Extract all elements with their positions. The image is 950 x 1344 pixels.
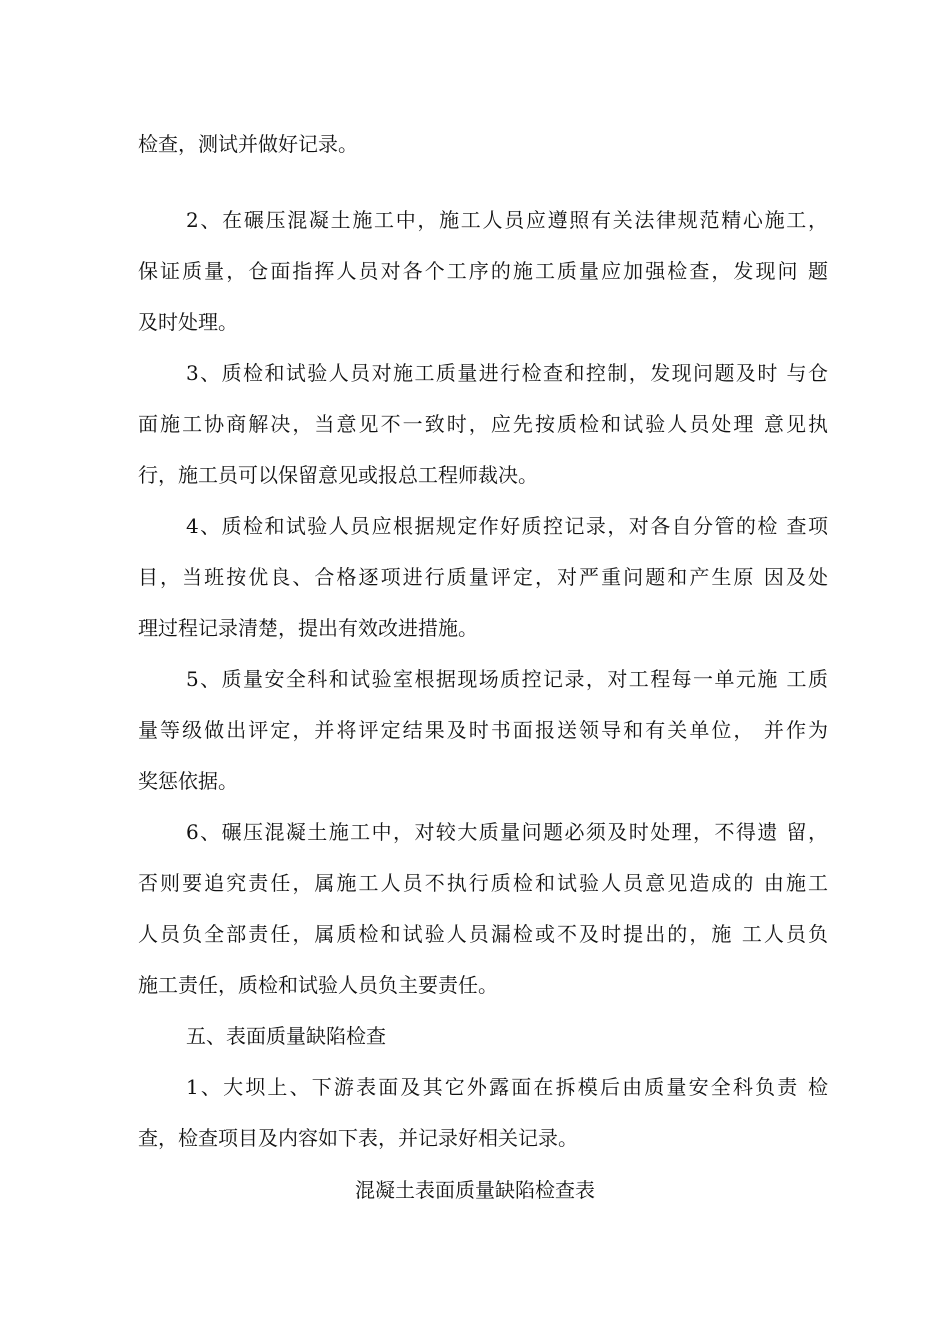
section-heading: 五、表面质量缺陷检查	[186, 1024, 386, 1048]
item-6-line-3: 人员负全部责任，属质检和试验人员漏检或不及时提出的，施 工人员负	[138, 922, 828, 946]
section-item-1-line-1: 1、大坝上、下游表面及其它外露面在拆模后由质量安全科负责 检	[186, 1075, 828, 1099]
item-2-line-2: 保证质量，仓面指挥人员对各个工序的施工质量应加强检查，发现问 题	[138, 259, 828, 283]
continuation-text: 检查，测试并做好记录。	[138, 132, 358, 156]
item-4-line-3: 理过程记录清楚，提出有效改进措施。	[138, 616, 478, 640]
item-2-line-3: 及时处理。	[138, 310, 238, 334]
item-5-line-3: 奖惩依据。	[138, 769, 238, 793]
item-2-line-1: 2、在碾压混凝土施工中，施工人员应遵照有关法律规范精心施工，	[186, 208, 828, 232]
section-item-1-line-2: 查，检查项目及内容如下表，并记录好相关记录。	[138, 1126, 578, 1150]
item-4-line-2: 目，当班按优良、合格逐项进行质量评定，对严重问题和产生原 因及处	[138, 565, 828, 589]
table-caption: 混凝土表面质量缺陷检查表	[355, 1178, 595, 1202]
item-4-line-1: 4、质检和试验人员应根据规定作好质控记录，对各自分管的检 查项	[186, 514, 828, 538]
item-6-line-2: 否则要追究责任，属施工人员不执行质检和试验人员意见造成的 由施工	[138, 871, 828, 895]
item-6-line-4: 施工责任，质检和试验人员负主要责任。	[138, 973, 498, 997]
item-3-line-3: 行，施工员可以保留意见或报总工程师裁决。	[138, 463, 538, 487]
item-3-line-2: 面施工协商解决，当意见不一致时，应先按质检和试验人员处理 意见执	[138, 412, 828, 436]
item-3-line-1: 3、质检和试验人员对施工质量进行检查和控制，发现问题及时 与仓	[186, 361, 828, 385]
item-6-line-1: 6、碾压混凝土施工中，对较大质量问题必须及时处理，不得遗 留，	[186, 820, 828, 844]
item-5-line-2: 量等级做出评定，并将评定结果及时书面报送领导和有关单位， 并作为	[138, 718, 828, 742]
item-5-line-1: 5、质量安全科和试验室根据现场质控记录，对工程每一单元施 工质	[186, 667, 828, 691]
